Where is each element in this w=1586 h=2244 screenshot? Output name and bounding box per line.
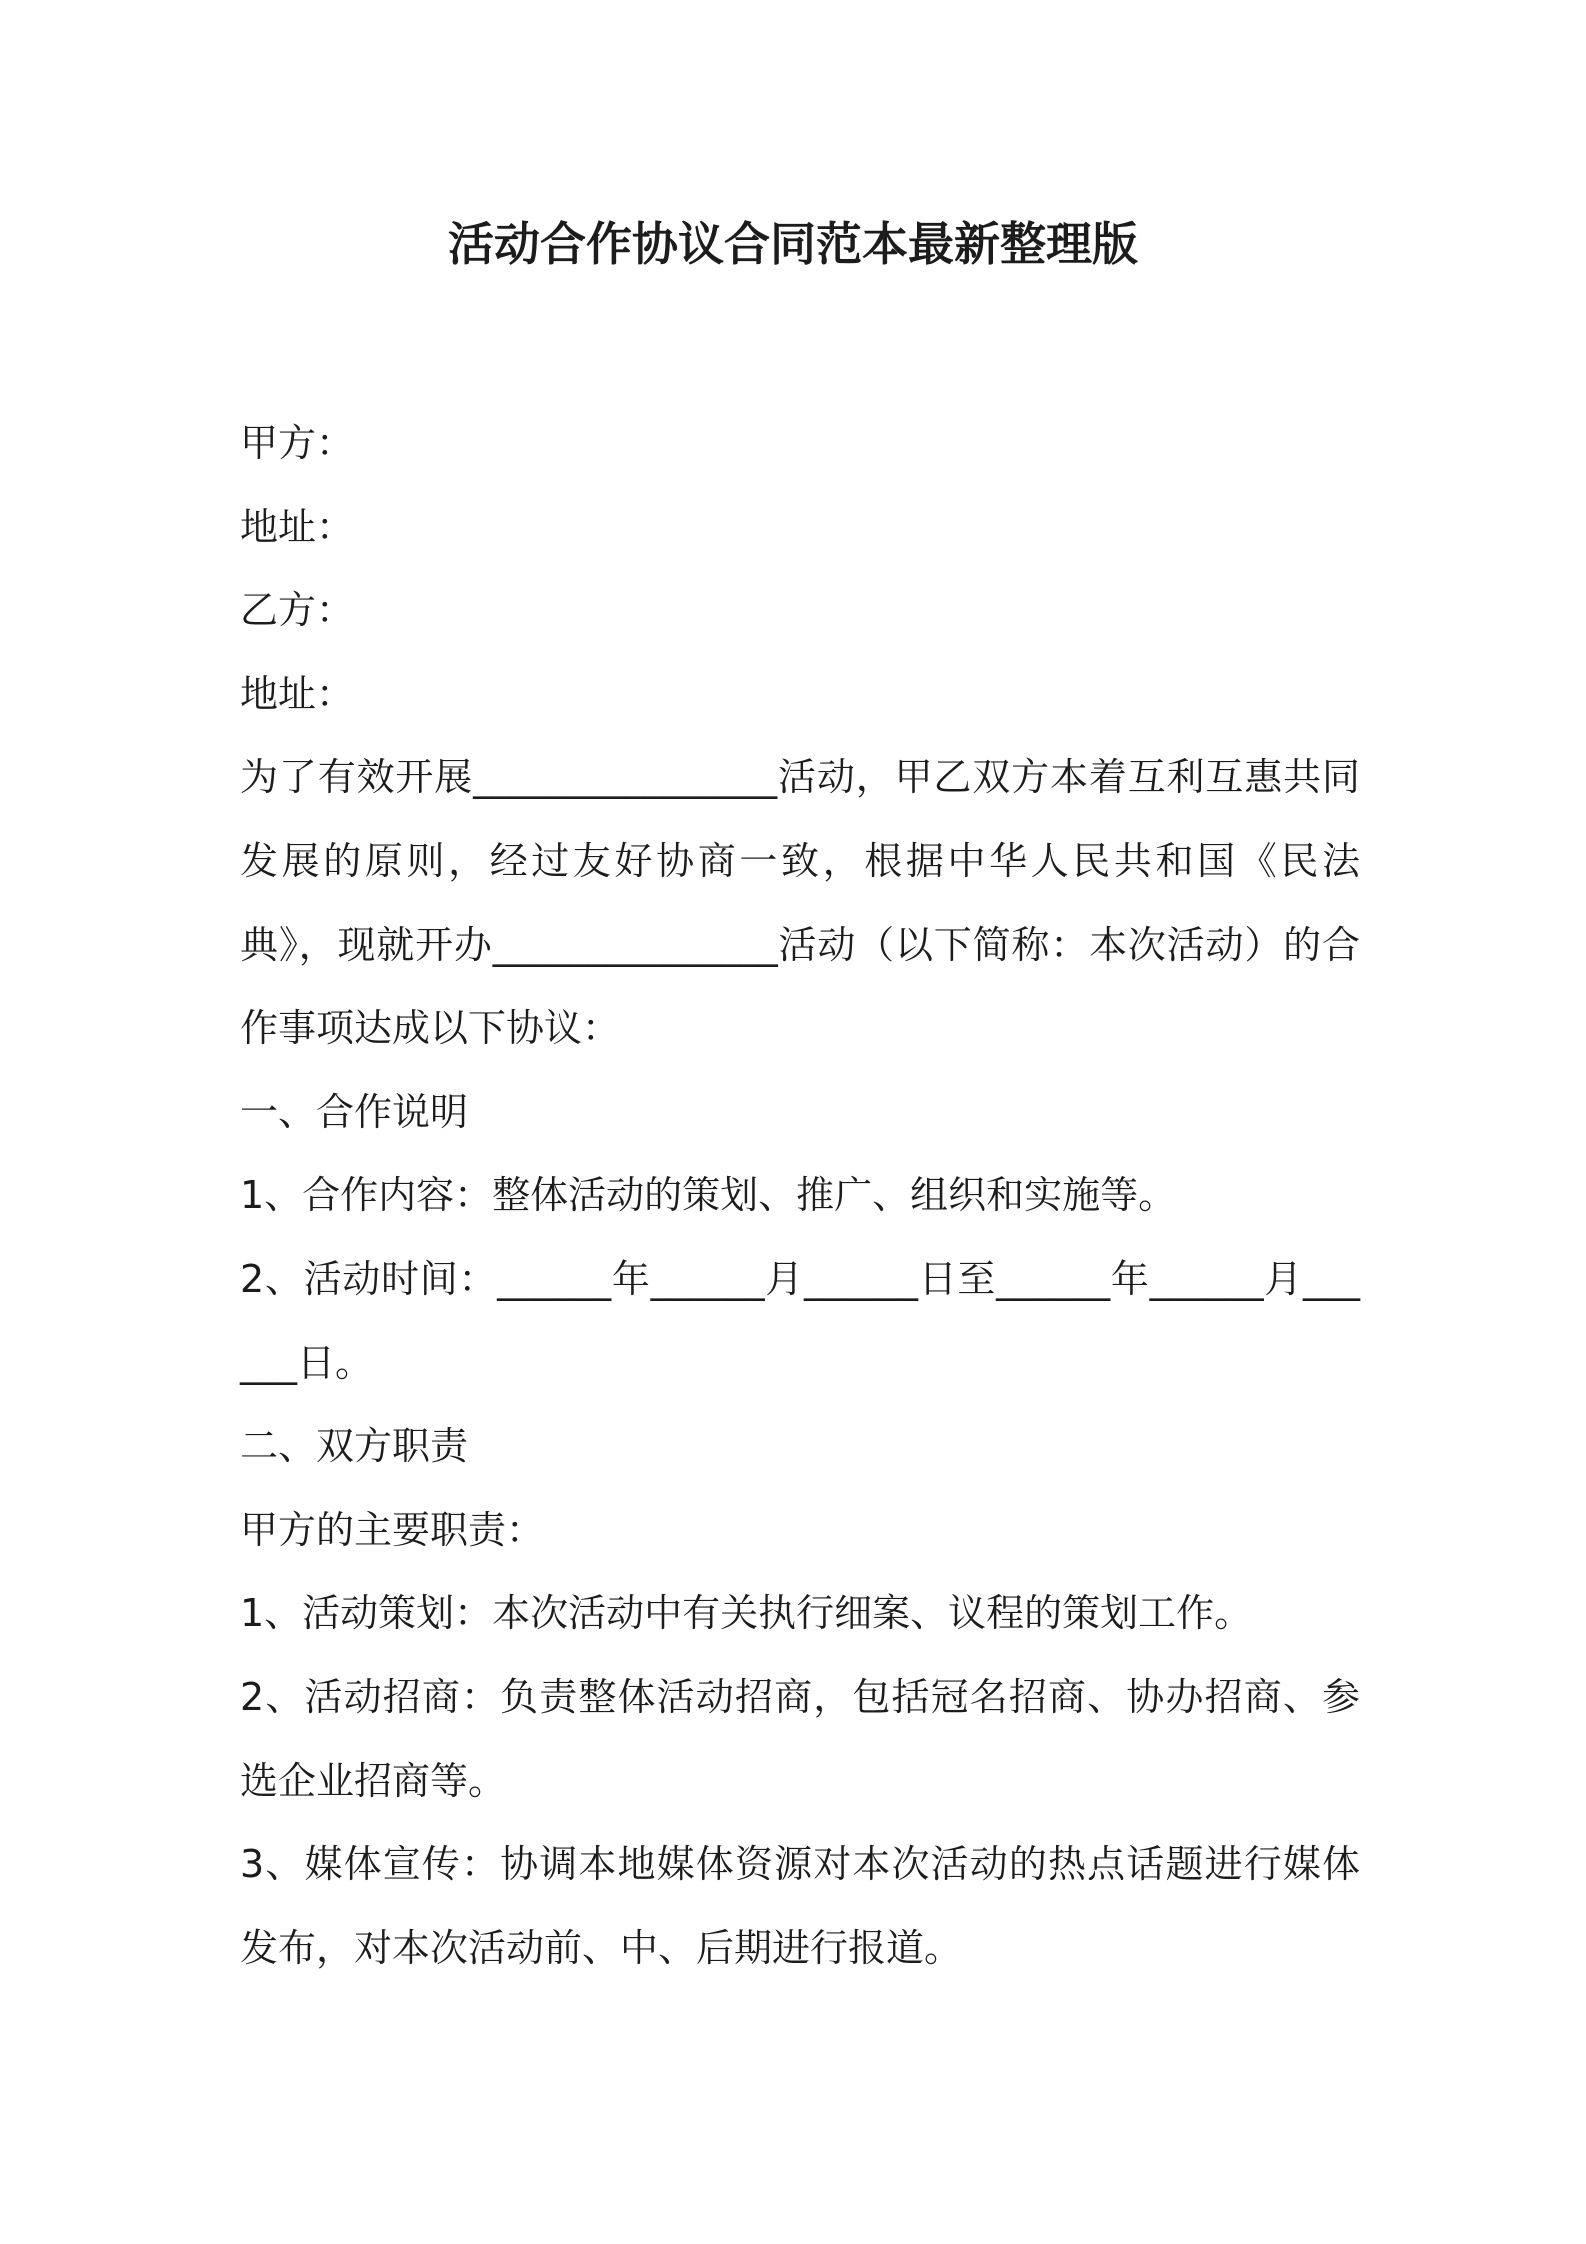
clause-media-publicity: 3、媒体宣传：协调本地媒体资源对本次活动的热点话题进行媒体发布，对本次活动前、中、后期进行报道。 bbox=[240, 1842, 1360, 1970]
document-body bbox=[240, 402, 1360, 1990]
party-a-address-label: 地址： bbox=[240, 504, 355, 549]
clause-activity-time: 2、活动时间：______年______月______日至______年______月______日。 bbox=[240, 1256, 1360, 1385]
clause-activity-sponsorship: 2、活动招商：负责整体活动招商，包括冠名招商、协办招商、参选企业招商等。 bbox=[240, 1674, 1360, 1803]
document-title: 活动合作协议合同范本最新整理版 bbox=[448, 217, 1138, 271]
subheading-party-a-duties: 甲方的主要职责： bbox=[240, 1507, 545, 1552]
clause-cooperation-content: 1、合作内容：整体活动的策划、推广、组织和实施等。 bbox=[240, 1173, 1177, 1218]
preamble-paragraph: 为了有效开展________________活动，甲乙双方本着互利互惠共同发展的原则，经过友好协商一致，根据中华人民共和国《民法典》，现就开办_______________活动（以下简称：本次活动）的合作事项达成以下协议： bbox=[240, 755, 1360, 1051]
party-b-label: 乙方： bbox=[240, 588, 355, 633]
party-a-label: 甲方： bbox=[240, 421, 355, 465]
section-heading-cooperation: 一、合作说明 bbox=[240, 1089, 469, 1134]
clause-activity-planning: 1、活动策划：本次活动中有关执行细案、议程的策划工作。 bbox=[240, 1591, 1253, 1636]
section-heading-responsibilities: 二、双方职责 bbox=[240, 1424, 469, 1469]
party-b-address-label: 地址： bbox=[240, 671, 355, 716]
